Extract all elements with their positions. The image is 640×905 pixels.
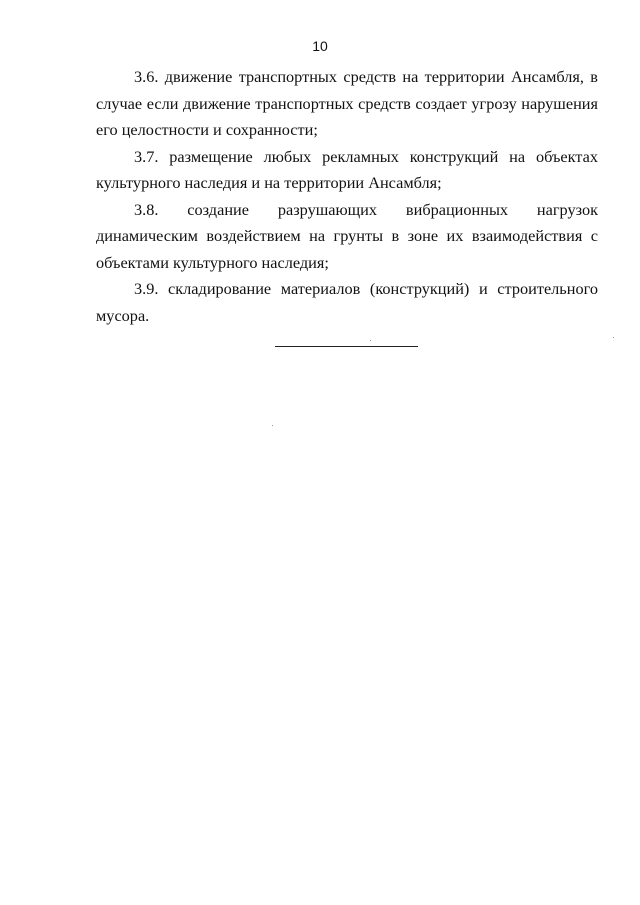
paragraph-3-7: 3.7. размещение любых рекламных конструкций на объектах культурного наследия и на территории Ансамбля; — [96, 146, 598, 192]
closing-divider — [275, 346, 418, 347]
page-number: 10 — [312, 38, 328, 54]
paragraph-3-6: 3.6. движение транспортных средств на территории Ансамбля, в случае если движение транспортных средств создает угрозу нарушения его целостности и сохранности; — [96, 67, 598, 139]
scan-speck — [613, 337, 614, 338]
scan-speck — [370, 340, 371, 341]
paragraph-3-8: 3.8. создание разрушающих вибрационных нагрузок динамическим воздействием на грунты в зоне их взаимодействия с объектами культурного наследия; — [96, 199, 598, 272]
scan-speck — [272, 425, 273, 426]
document-body — [96, 64, 598, 329]
paragraph-3-9: 3.9. складирование материалов (конструкций) и строительного мусора. — [96, 279, 598, 325]
